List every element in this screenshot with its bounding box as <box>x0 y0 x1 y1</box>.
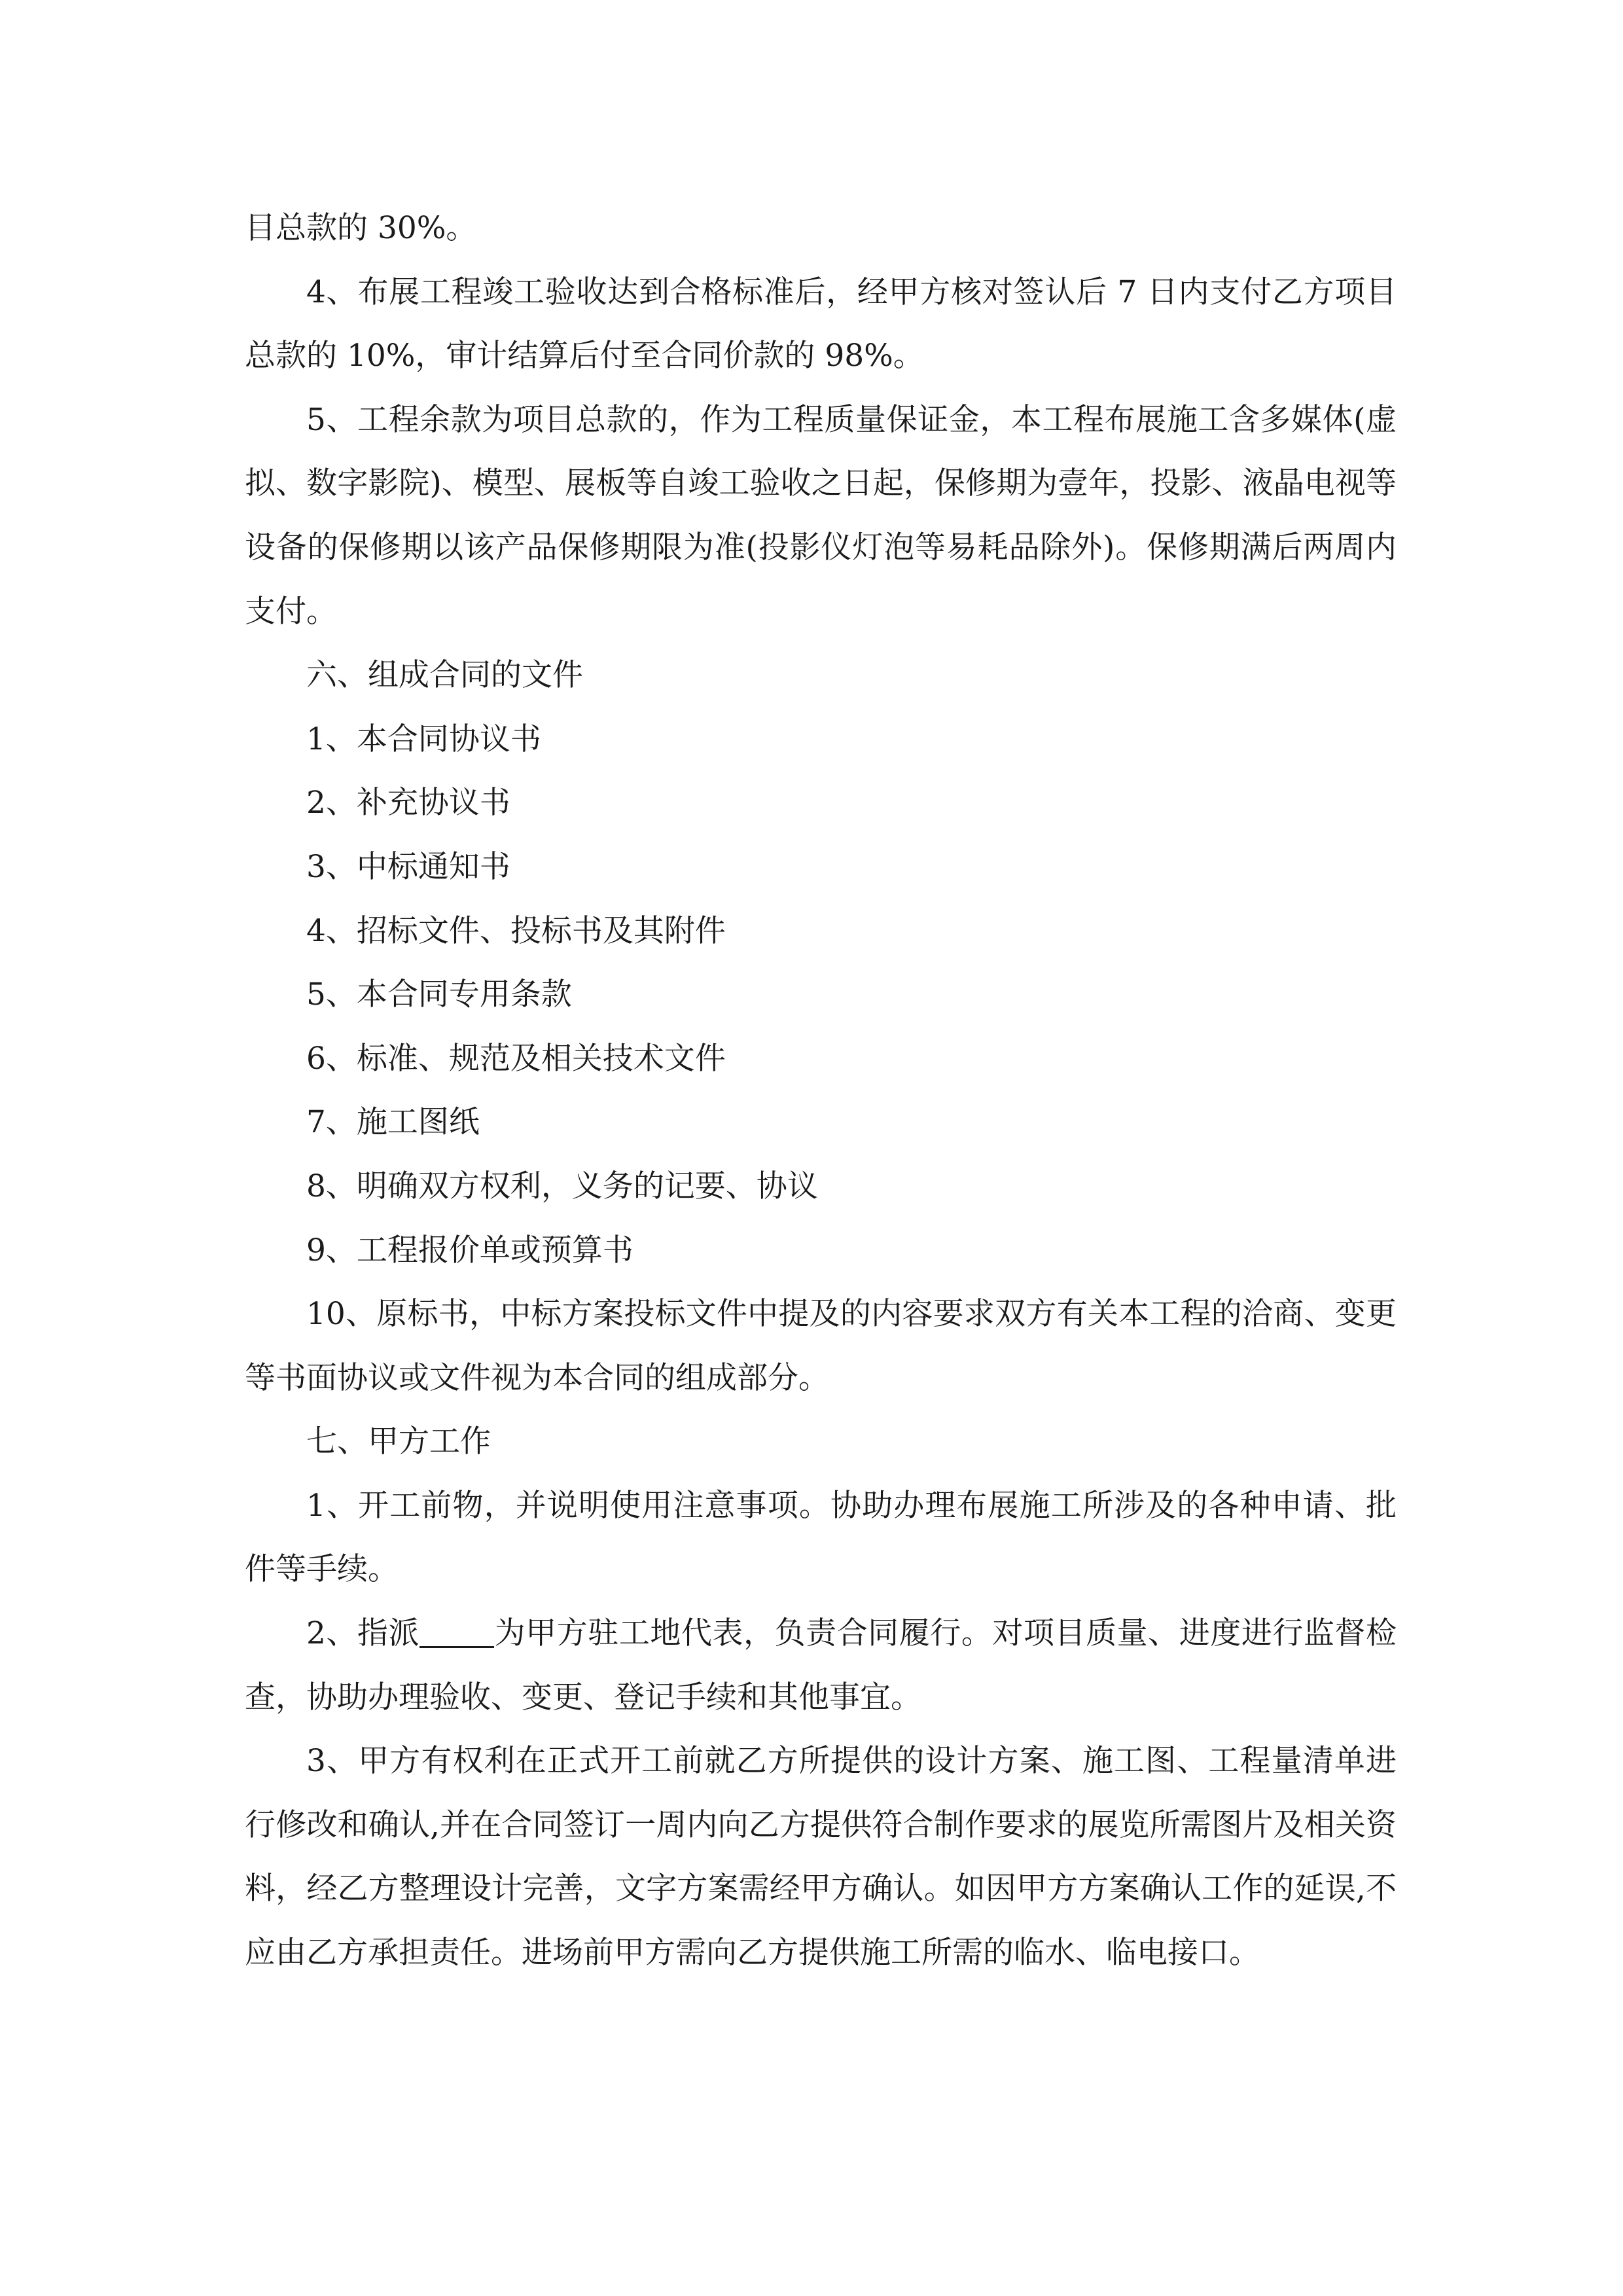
paragraph-party-a-item-2 <box>245 1602 1397 1729</box>
paragraph-item-5-warranty: 5、工程余款为项目总款的，作为工程质量保证金，本工程布展施工含多媒体(虚拟、数字影院)、模型、展板等自竣工验收之日起，保修期为壹年，投影、液晶电视等设备的保修期以该产品保修期限为准(投影仪灯泡等易耗品除外)。保修期满后两周内支付。 <box>245 401 1397 630</box>
list-item: 3、中标通知书 <box>306 848 510 885</box>
assign-text-before-blank: 2、指派 <box>306 1615 420 1652</box>
section-heading-contract-documents: 六、组成合同的文件 <box>306 657 583 694</box>
list-item: 10、原标书，中标方案投标文件中提及的内容要求双方有关本工程的洽商、变更等书面协议或文件视为本合同的组成部分。 <box>245 1296 1397 1396</box>
paragraph-party-a-item-3: 3、甲方有权利在正式开工前就乙方所提供的设计方案、施工图、工程量清单进行修改和确认,并在合同签订一周内向乙方提供符合制作要求的展览所需图片及相关资料，经乙方整理设计完善，文字方案需经甲方确认。如因甲方方案确认工作的延误,不应由乙方承担责任。进场前甲方需向乙方提供施工所需的临水、临电接口。 <box>245 1743 1397 1971</box>
document-body <box>245 196 1397 1985</box>
list-item: 6、标准、规范及相关技术文件 <box>306 1040 726 1077</box>
section-heading-party-a-duties: 七、甲方工作 <box>306 1424 491 1460</box>
list-item: 1、本合同协议书 <box>306 721 541 757</box>
fill-in-blank-line <box>419 1615 494 1648</box>
paragraph-payment-30: 目总款的 30%。 <box>245 210 477 246</box>
assign-text-after-blank: 为甲方驻工地代表，负责合同履行。对项目质量、进度进行监督检查，协助办理验收、变更、登记手续和其他事宜。 <box>245 1615 1397 1715</box>
list-item: 4、招标文件、投标书及其附件 <box>306 912 726 949</box>
list-item: 8、明确双方权利，义务的记要、协议 <box>306 1168 818 1204</box>
list-item: 9、工程报价单或预算书 <box>306 1232 633 1268</box>
paragraph-party-a-item-1: 1、开工前物，并说明使用注意事项。协助办理布展施工所涉及的各种申请、批件等手续。 <box>245 1487 1397 1588</box>
list-item: 7、施工图纸 <box>306 1104 480 1141</box>
list-item: 2、补充协议书 <box>306 785 510 821</box>
list-item: 5、本合同专用条款 <box>306 977 572 1013</box>
paragraph-item-4-acceptance: 4、布展工程竣工验收达到合格标准后，经甲方核对签认后 7 日内支付乙方项目总款的 10%，审计结算后付至合同价款的 98%。 <box>245 274 1397 374</box>
